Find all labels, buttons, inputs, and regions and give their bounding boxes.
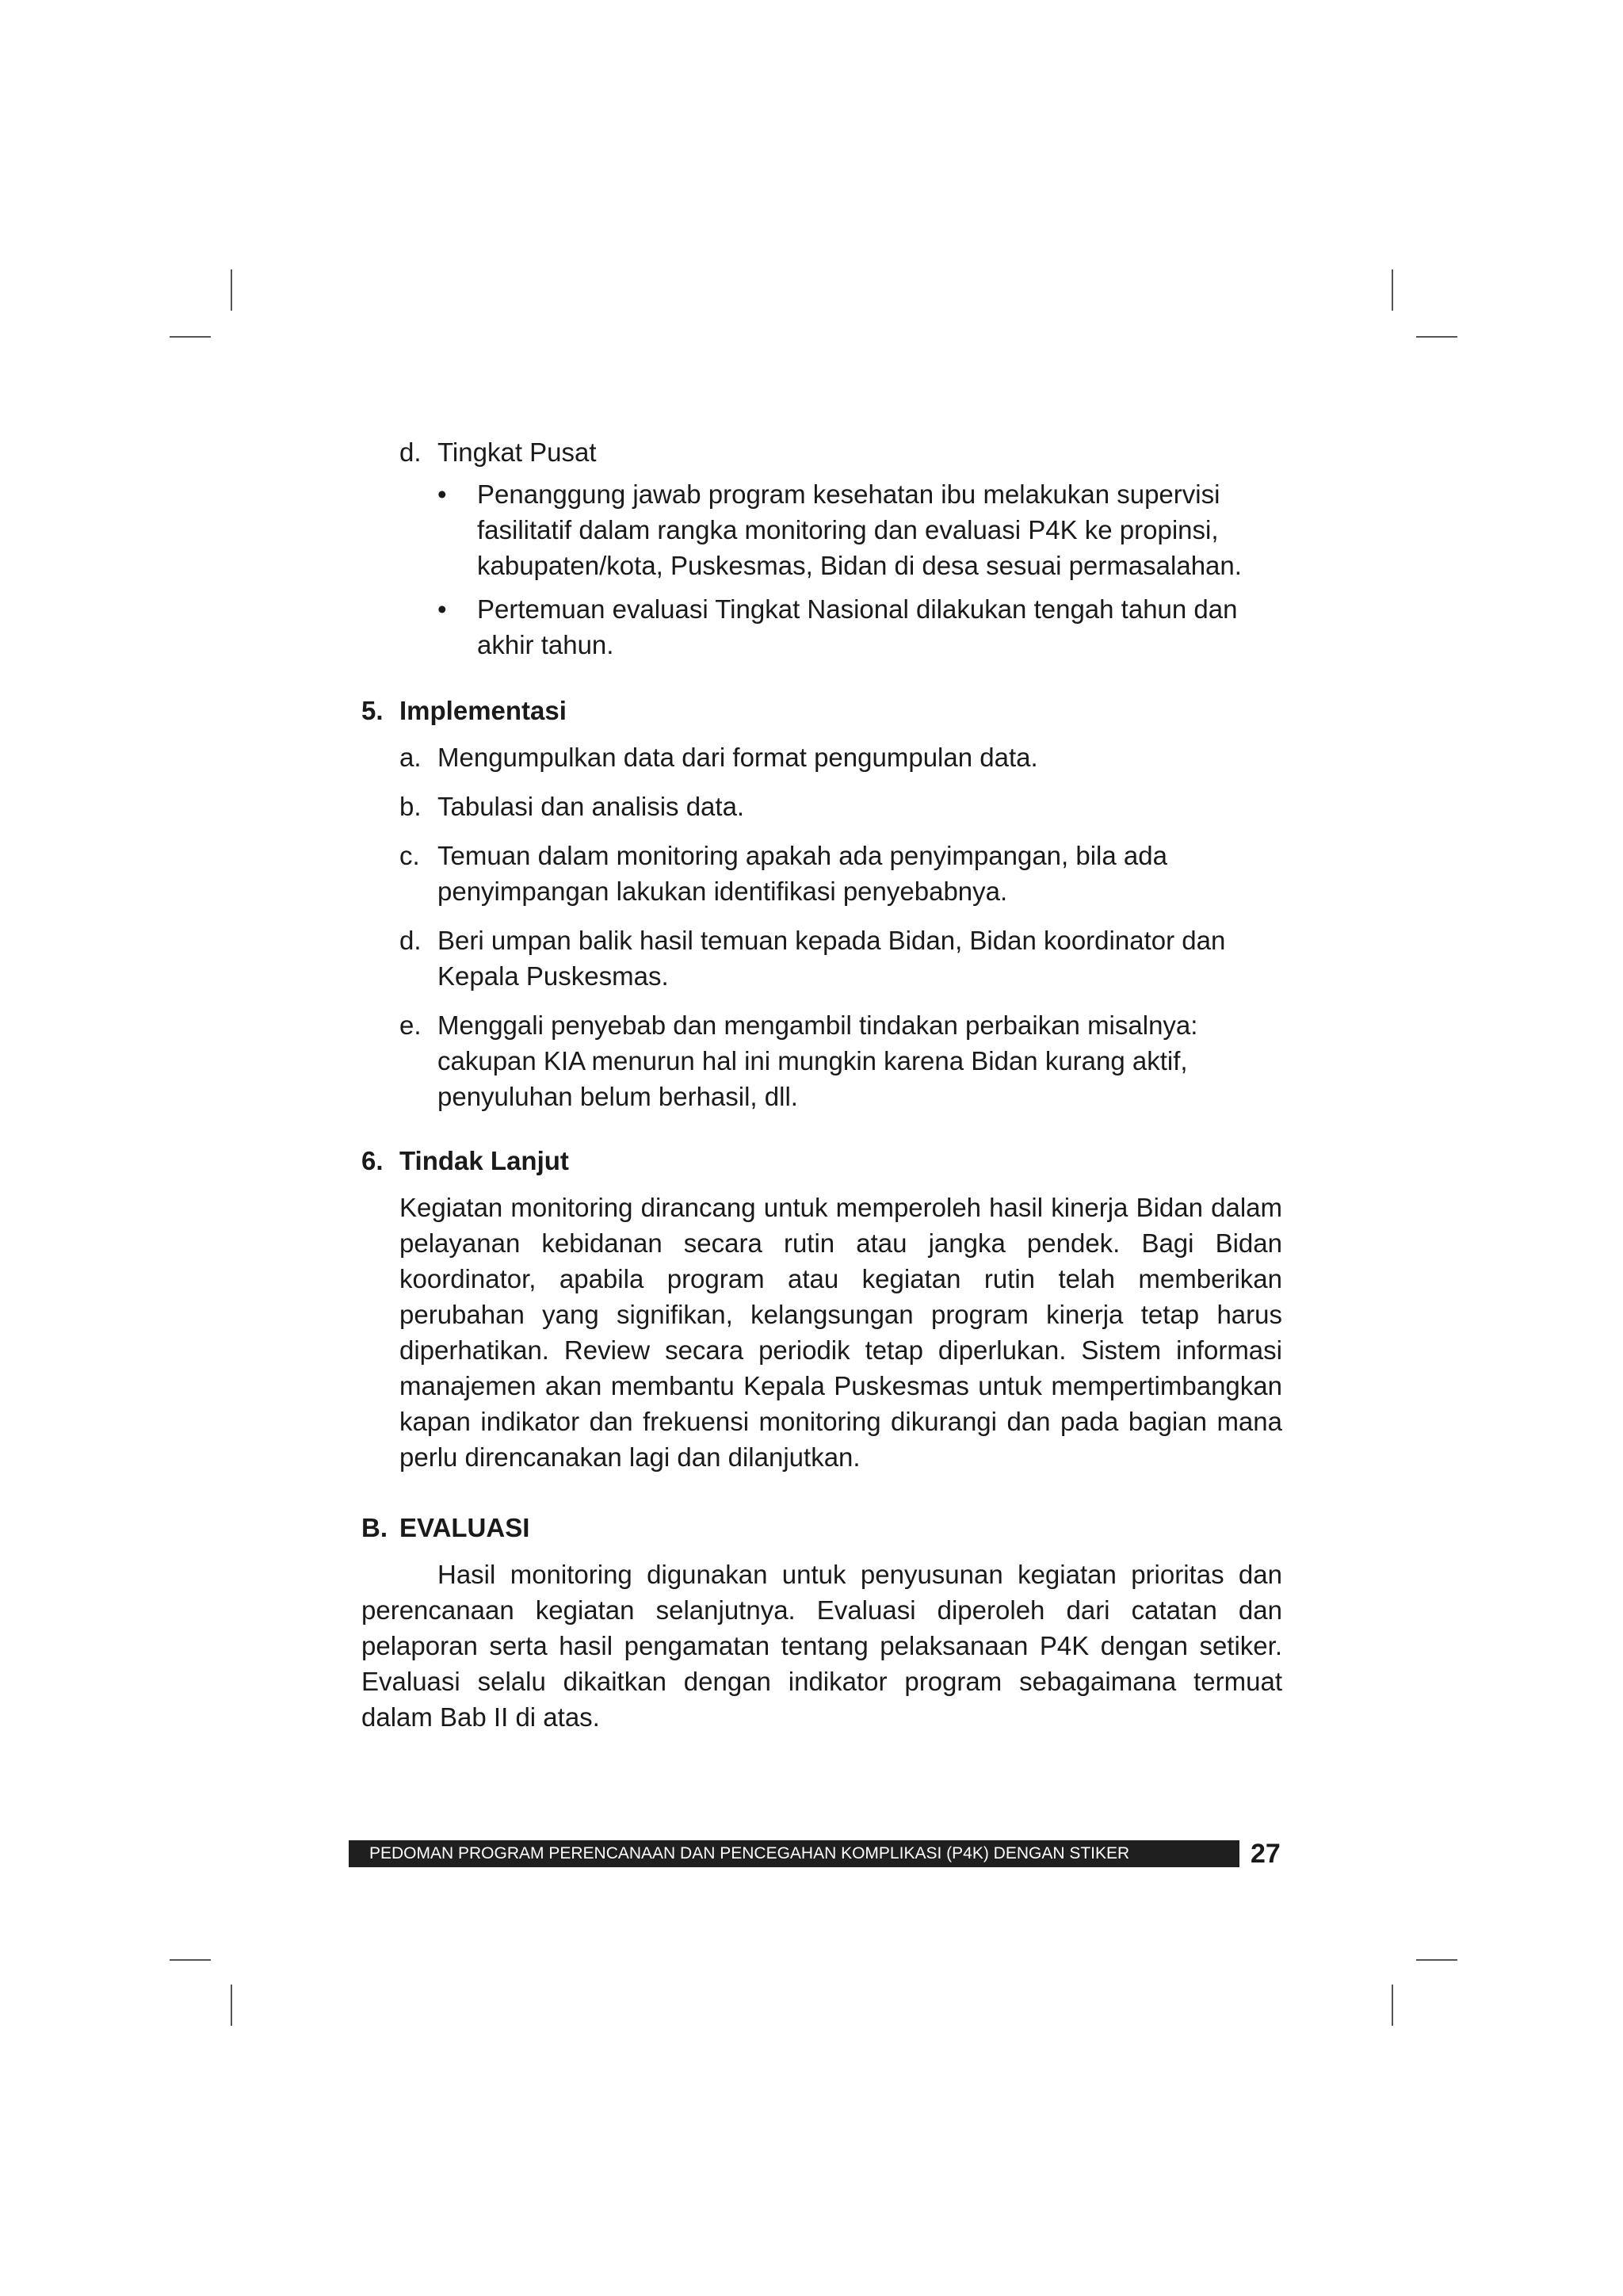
crop-mark-bottom-left-vertical bbox=[231, 1985, 232, 2026]
list-item-marker: b. bbox=[399, 792, 422, 821]
bullet-text: Penanggung jawab program kesehatan ibu melakukan supervisi fasilitatif dalam rangka monitoring dan evaluasi P4K ke propinsi, kabupaten/kota, Puskesmas, Bidan di desa sesuai permasalahan. bbox=[477, 479, 1242, 580]
list-item-marker: e. bbox=[399, 1010, 422, 1040]
page-number: 27 bbox=[1251, 1839, 1281, 1869]
list-item-text: Tabulasi dan analisis data. bbox=[437, 792, 745, 821]
crop-mark-top-right-vertical bbox=[1392, 269, 1393, 311]
section-6-title: Tindak Lanjut bbox=[399, 1146, 569, 1175]
list-item bbox=[361, 1007, 1282, 1114]
list-item bbox=[361, 838, 1282, 909]
section-6-heading bbox=[361, 1143, 1282, 1179]
list-item bbox=[361, 923, 1282, 994]
section-5-title: Implementasi bbox=[399, 696, 567, 725]
section-6-number: 6. bbox=[361, 1146, 384, 1175]
list-item-marker: c. bbox=[399, 841, 420, 870]
bullet-text: Pertemuan evaluasi Tingkat Nasional dilakukan tengah tahun dan akhir tahun. bbox=[477, 594, 1238, 659]
section-b-paragraph: Hasil monitoring digunakan untuk penyusunan kegiatan prioritas dan perencanaan kegiatan selanjutnya. Evaluasi diperoleh dari catatan dan pelaporan serta hasil pengamatan tentang pelaksanaan P4K dengan setiker. Evaluasi selalu dikaitkan dengan indikator program sebagaimana termuat dalam Bab II di atas. bbox=[361, 1560, 1282, 1732]
list-item-text: Mengumpulkan data dari format pengumpulan data. bbox=[437, 743, 1038, 772]
subsection-d-bullets bbox=[361, 476, 1282, 663]
section-b-title: EVALUASI bbox=[399, 1513, 530, 1542]
subsection-d-heading bbox=[361, 434, 1282, 470]
crop-mark-bottom-left-horizontal bbox=[170, 1959, 211, 1961]
bullet-item bbox=[437, 591, 1282, 663]
crop-mark-top-left-horizontal bbox=[170, 336, 211, 338]
crop-mark-top-right-horizontal bbox=[1416, 336, 1457, 338]
list-item-text: Temuan dalam monitoring apakah ada penyimpangan, bila ada penyimpangan lakukan identifikasi penyebabnya. bbox=[437, 841, 1167, 906]
list-item bbox=[361, 739, 1282, 775]
section-6-paragraph: Kegiatan monitoring dirancang untuk memperoleh hasil kinerja Bidan dalam pelayanan kebidanan secara rutin atau jangka pendek. Bagi Bidan koordinator, apabila program atau kegiatan rutin telah memberikan perubahan yang signifikan, kelangsungan program kinerja tetap harus diperhatikan. Review secara periodik tetap diperlukan. Sistem informasi manajemen akan membantu Kepala Puskesmas untuk mempertimbangkan kapan indikator dan frekuensi monitoring dikurangi dan pada bagian mana perlu direncanakan lagi dan dilanjutkan. bbox=[399, 1193, 1282, 1472]
list-item-marker: d. bbox=[399, 926, 422, 955]
list-item-text: Beri umpan balik hasil temuan kepada Bidan, Bidan koordinator dan Kepala Puskesmas. bbox=[437, 926, 1226, 991]
bullet-dot: • bbox=[437, 479, 447, 509]
list-item-marker: a. bbox=[399, 743, 422, 772]
list-item-text: Menggali penyebab dan mengambil tindakan perbaikan misalnya: cakupan KIA menurun hal ini mungkin karena Bidan kurang aktif, penyuluhan belum berhasil, dll. bbox=[437, 1010, 1198, 1111]
section-5-list bbox=[361, 739, 1282, 1114]
crop-mark-top-left-vertical bbox=[231, 269, 232, 311]
section-b-heading bbox=[361, 1510, 1282, 1545]
list-item bbox=[361, 789, 1282, 824]
bullet-item bbox=[437, 476, 1282, 583]
section-5-number: 5. bbox=[361, 696, 384, 725]
crop-mark-bottom-right-vertical bbox=[1392, 1985, 1393, 2026]
page-content bbox=[361, 434, 1282, 1735]
crop-mark-bottom-right-horizontal bbox=[1416, 1959, 1457, 1961]
running-footer-title: PEDOMAN PROGRAM PERENCANAAN DAN PENCEGAHAN KOMPLIKASI (P4K) DENGAN STIKER bbox=[349, 1840, 1239, 1867]
section-5-heading bbox=[361, 693, 1282, 728]
section-b-number: B. bbox=[361, 1513, 388, 1542]
subsection-d-marker: d. bbox=[399, 437, 422, 467]
subsection-d-title: Tingkat Pusat bbox=[437, 437, 597, 467]
bullet-dot: • bbox=[437, 594, 447, 624]
